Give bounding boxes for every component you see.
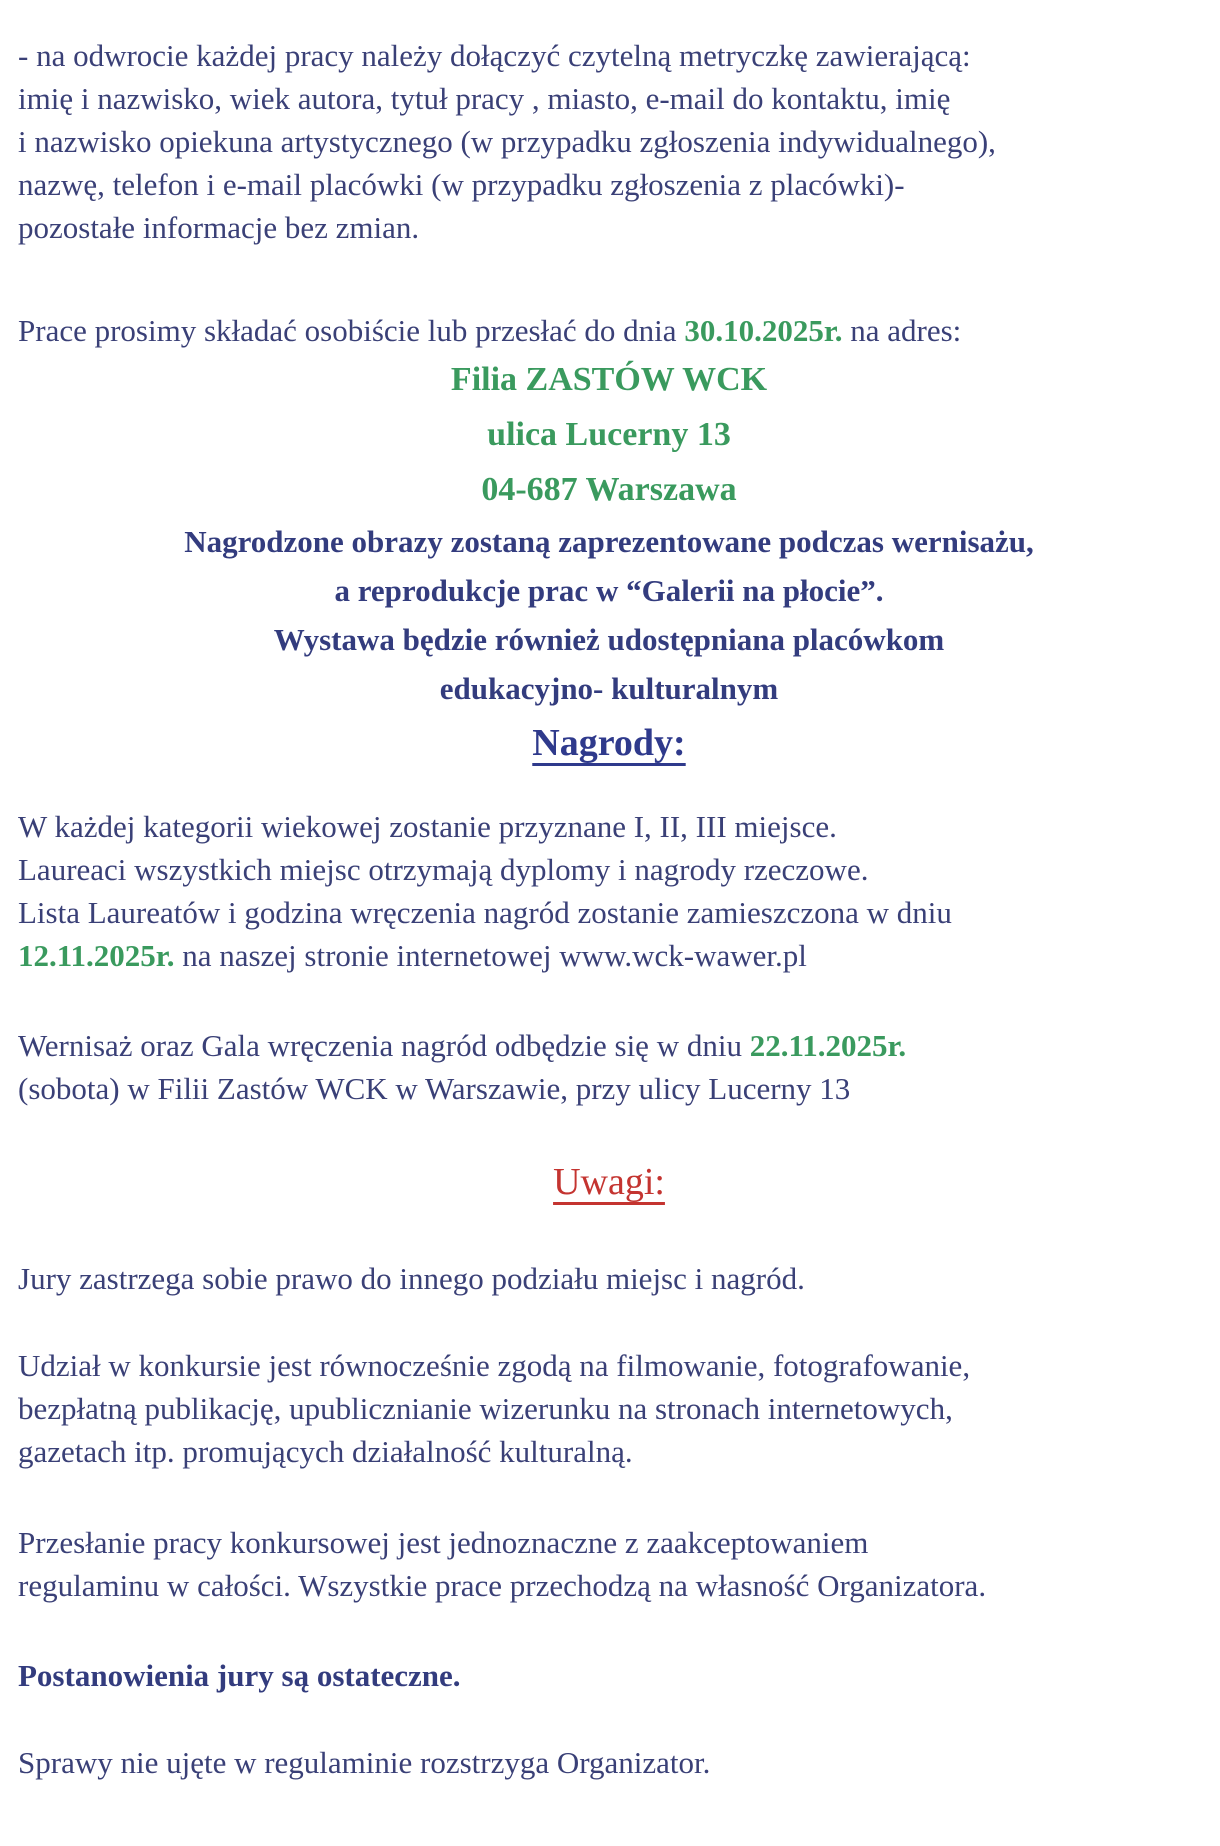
paragraph-consent — [18, 1344, 1200, 1473]
text-line: Wystawa będzie również udostępniana placówkom — [273, 622, 945, 657]
text-line: Przesłanie pracy konkursowej jest jednoznaczne z zaakceptowaniem — [18, 1525, 869, 1560]
paragraph-final-note — [18, 1741, 1200, 1784]
text-line: - na odwrocie każdej pracy należy dołączyć czytelną metryczkę zawierającą: — [18, 38, 971, 73]
text-line — [18, 934, 1200, 977]
paragraph-submission — [18, 309, 1200, 352]
text-line: W każdej kategorii wiekowej zostanie przyznane I, II, III miejsce. — [18, 809, 837, 844]
text-line: nazwę, telefon i e-mail placówki (w przypadku zgłoszenia z placówki)- — [18, 167, 905, 202]
text-line: bezpłatną publikację, upublicznianie wizerunku na stronach internetowych, — [18, 1391, 953, 1426]
text-line: edukacyjno- kulturalnym — [439, 671, 779, 706]
results-date: 12.11.2025r. — [18, 938, 175, 973]
text-line: i nazwisko opiekuna artystycznego (w przypadku zgłoszenia indywidualnego), — [18, 124, 996, 159]
address-street: ulica Lucerny 13 — [487, 416, 731, 453]
text-line: (sobota) w Filii Zastów WCK w Warszawie, przy ulicy Lucerny 13 — [18, 1071, 851, 1106]
gala-text: Wernisaż oraz Gala wręczenia nagród odbędzie się w dniu — [18, 1028, 750, 1063]
text-line: a reprodukcje prac w “Galerii na płocie”. — [334, 573, 884, 608]
exhibition-block — [18, 517, 1200, 713]
text-line: Jury zastrzega sobie prawo do innego podziału miejsc i nagród. — [18, 1261, 805, 1296]
heading-nagrody — [18, 717, 1200, 769]
text-line: Laureaci wszystkich miejsc otrzymają dyplomy i nagrody rzeczowe. — [18, 852, 869, 887]
text-line: Lista Laureatów i godzina wręczenia nagród zostanie zamieszczona w dniu — [18, 895, 952, 930]
paragraph-gala — [18, 1024, 1200, 1110]
submission-text: Prace prosimy składać osobiście lub przesłać do dnia — [18, 313, 685, 348]
submission-deadline-date: 30.10.2025r. — [684, 313, 843, 348]
paragraph-final-bold — [18, 1654, 1200, 1697]
paragraph-metryczka — [18, 34, 1200, 249]
text-line: regulaminu w całości. Wszystkie prace przechodzą na własność Organizatora. — [18, 1568, 987, 1603]
text-line: gazetach itp. promujących działalność kulturalną. — [18, 1434, 633, 1469]
text-line: pozostałe informacje bez zmian. — [18, 210, 420, 245]
heading-nagrody-label: Nagrody: — [532, 722, 686, 764]
text-line: Udział w konkursie jest równocześnie zgodą na filmowanie, fotografowanie, — [18, 1348, 971, 1383]
address-venue: Filia ZASTÓW WCK — [450, 361, 768, 398]
paragraph-awards — [18, 805, 1200, 977]
text-line: imię i nazwisko, wiek autora, tytuł pracy , miasto, e-mail do kontaktu, imię — [18, 81, 951, 116]
gala-date: 22.11.2025r. — [749, 1028, 907, 1063]
submission-text-end: na adres: — [842, 313, 962, 348]
text-line: Nagrodzone obrazy zostaną zaprezentowane podczas wernisażu, — [184, 524, 1034, 559]
heading-uwagi-label: Uwagi: — [553, 1161, 665, 1203]
paragraph-jury-note — [18, 1257, 1200, 1300]
address-block — [18, 352, 1200, 517]
text-line — [18, 1024, 1200, 1067]
address-city: 04-687 Warszawa — [481, 471, 737, 508]
paragraph-acceptance — [18, 1521, 1200, 1607]
text-line: Postanowienia jury są ostateczne. — [18, 1658, 461, 1693]
website-url: na naszej stronie internetowej www.wck-wawer.pl — [174, 938, 807, 973]
text-line: Sprawy nie ujęte w regulaminie rozstrzyga Organizator. — [18, 1745, 711, 1780]
heading-uwagi — [18, 1156, 1200, 1208]
